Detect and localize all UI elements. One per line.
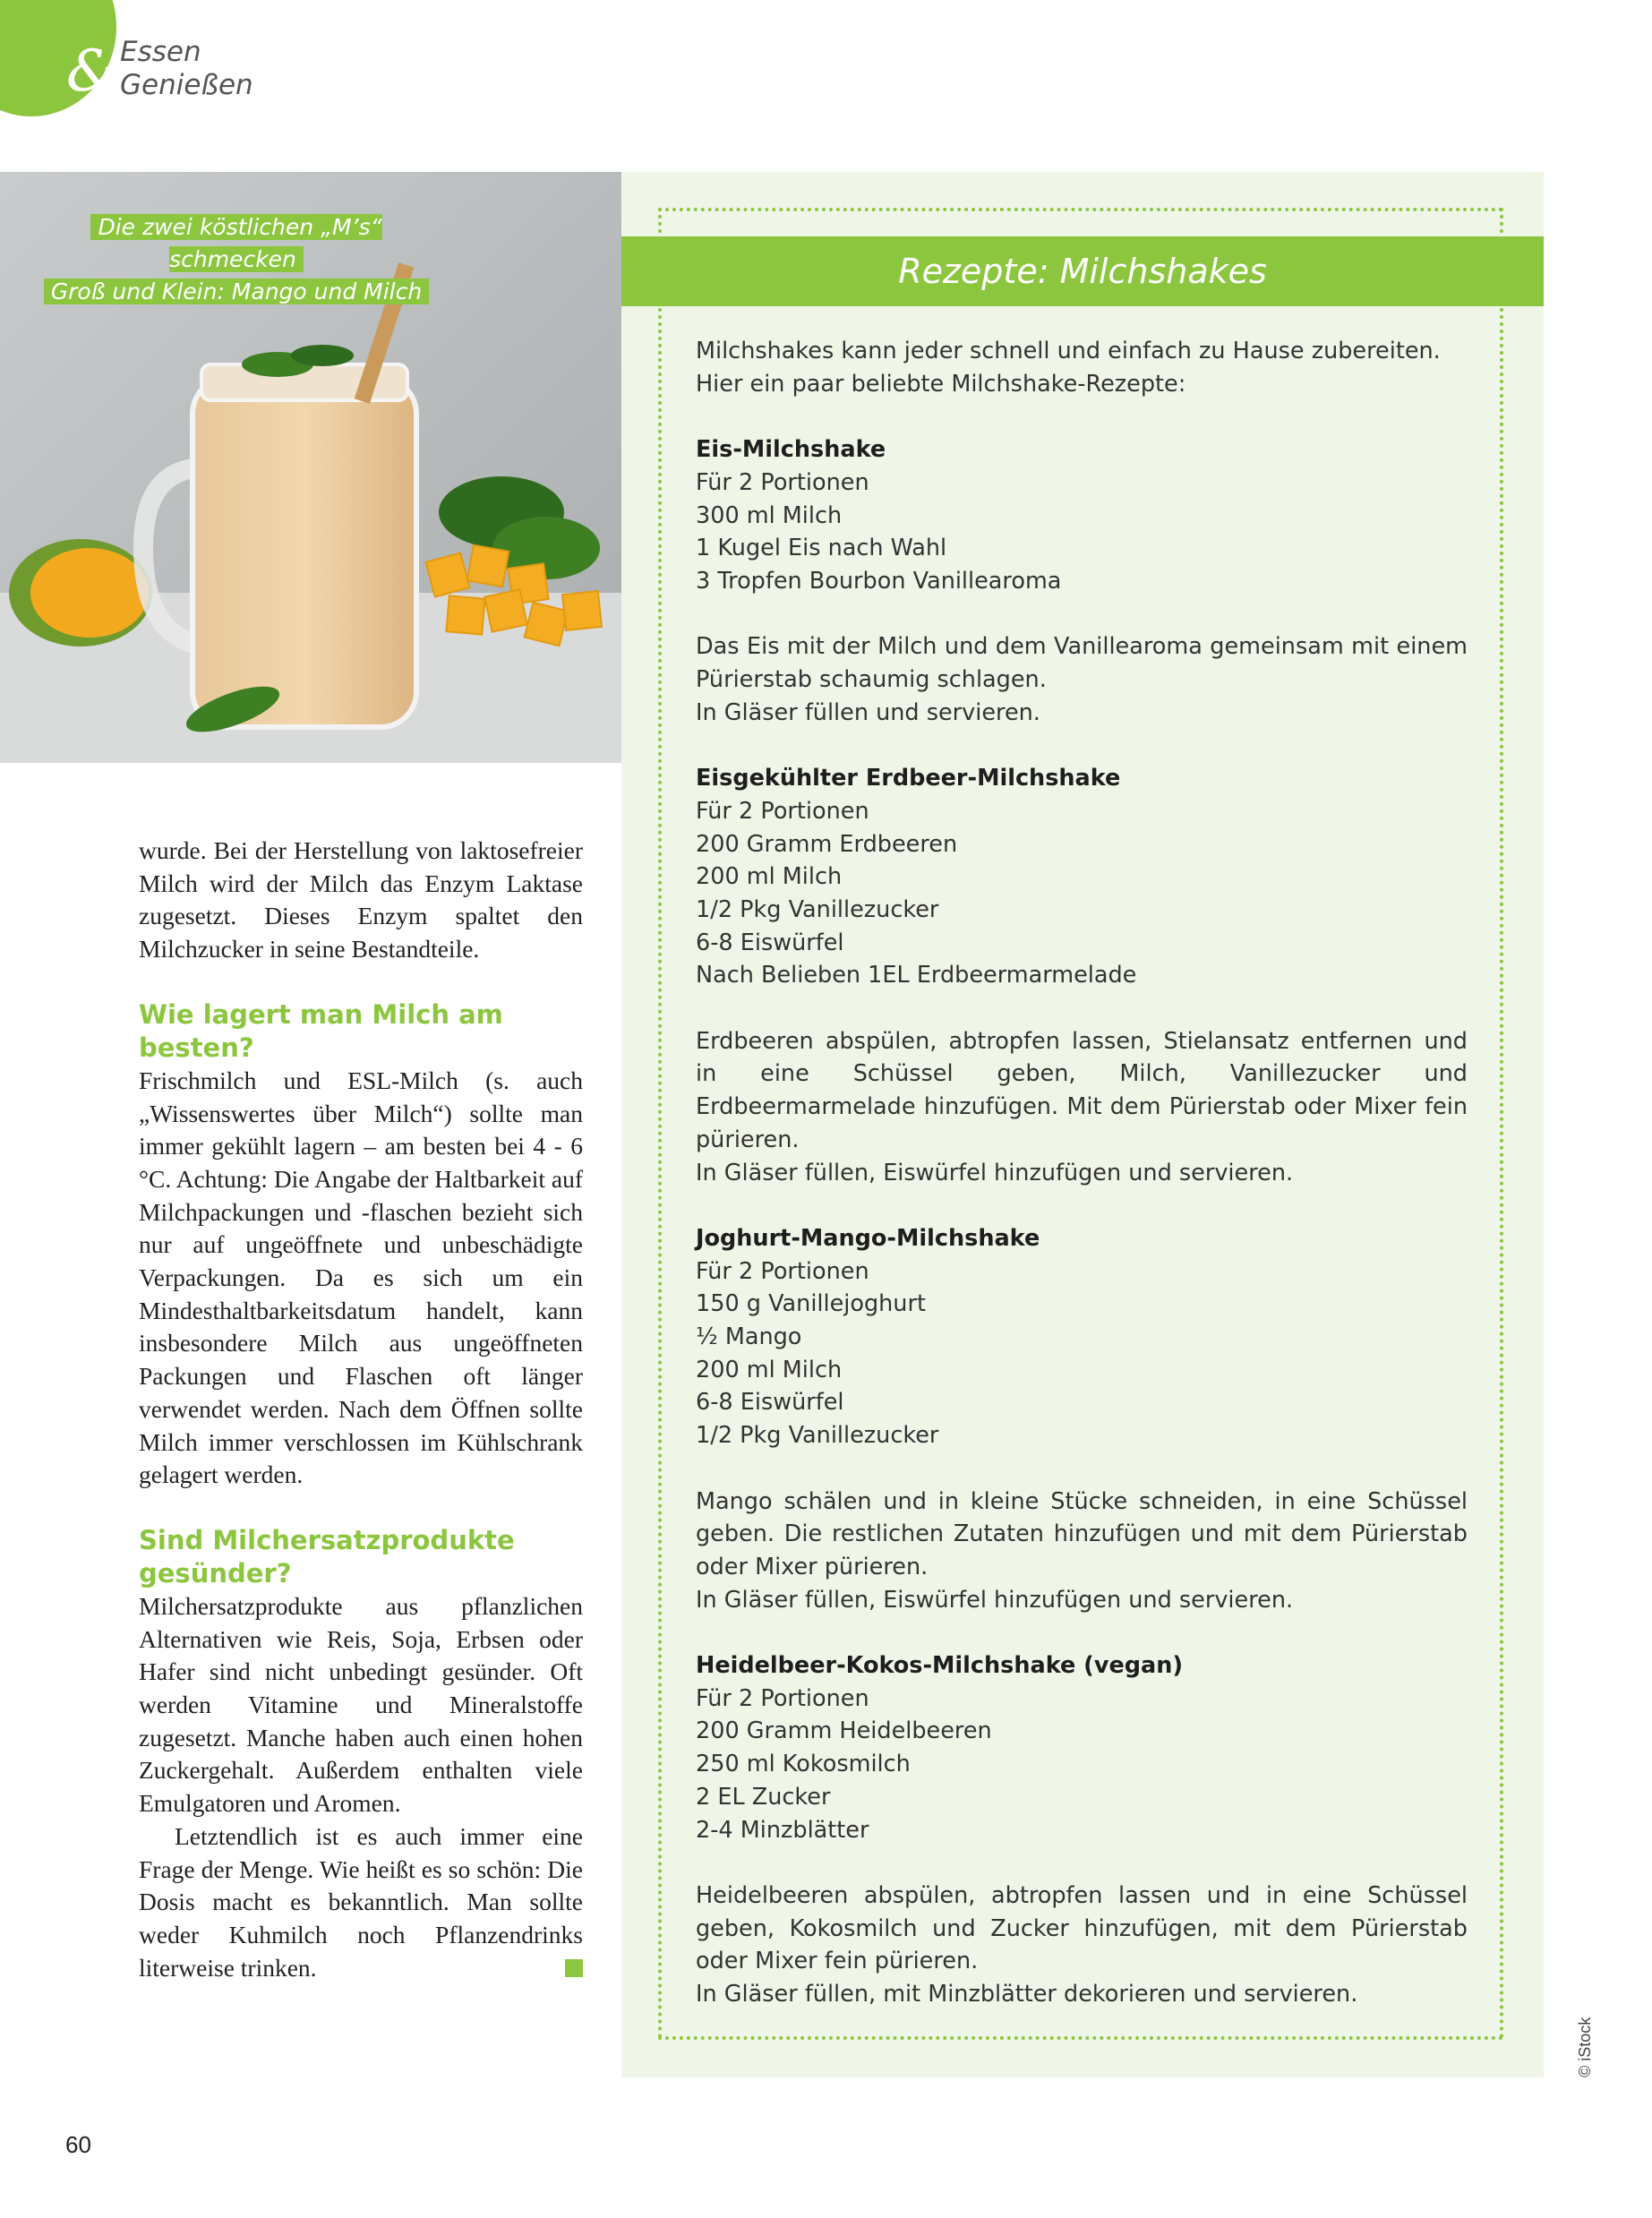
ingredient: 200 Gramm Erdbeeren [696,830,958,858]
recipe-title: Joghurt-Mango-Milchshake [696,1224,1040,1252]
substitutes-text: Milchersatzprodukte aus pflanzlichen Alternativen wie Reis, Soja, Erbsen oder Hafer sind nicht unbedingt gesünder. Oft werden Vitamine und Mineralstoffe zugesetzt. Manche haben auch einen hohen Zuckergehalt. Außerdem enthalten viele Emulgatoren und Aromen. [139,1591,583,1818]
recipe-ingredients [696,762,1468,992]
ingredient: 200 Gramm Heidelbeeren [696,1717,992,1745]
caption-line-1: Die zwei köstlichen „M’s“ schmecken [90,214,381,272]
recipe-serve: In Gläser füllen, Eiswürfel hinzufügen und servieren. [696,1586,1294,1614]
photo-credit: © iStock [1576,2017,1594,2077]
recipe-method [696,630,1468,729]
logo-line-1: Essen [120,36,201,68]
recipe-box-header: Rezepte: Milchshakes [621,236,1544,306]
ingredient: 200 ml Milch [696,1356,843,1383]
ingredient: 2 EL Zucker [696,1783,831,1811]
recipe-ingredients [696,1649,1468,1846]
ingredient: Für 2 Portionen [696,797,869,825]
recipe-method [696,1025,1468,1190]
ingredient: 6-8 Eiswürfel [696,1389,844,1417]
article-intro: wurde. Bei der Herstellung von laktosefreier Milch wird der Milch das Enzym Laktase zugesetzt. Dieses Enzym spaltet den Milchzucker in seine Bestandteile. [139,836,583,963]
article-column [139,835,583,1984]
ingredient: 250 ml Kokosmilch [696,1751,911,1778]
photo-caption [39,211,433,308]
storage-text: Frischmilch und ESL-Milch (s. auch „Wissenswertes über Milch“) sollte man immer gekühlt lagern – am besten bei 4 - 6 °C. Achtung: Die Angabe der Haltbarkeit auf Milchpackungen und -flaschen bezieht sich nur auf ungeöffnete und unbeschädigte Verpackungen. Da es sich um ein Mindesthaltbarkeitsdatum handelt, kann insbesondere Milch aus ungeöffneten Packungen und Flaschen oft länger verwendet werden. Nach dem Öffnen sollte Milch immer verschlossen im Kühlschrank gelagert werden. [139,1066,583,1489]
ingredient: Für 2 Portionen [696,1684,869,1712]
page-number: 60 [65,2131,91,2158]
ingredient: 3 Tropfen Bourbon Vanillearoma [696,567,1062,595]
ingredient: 200 ml Milch [696,863,843,891]
heading-storage: Wie lagert man Milch am besten? [139,998,503,1063]
end-mark-icon [565,1959,583,1977]
intro-line: Hier ein paar beliebte Milchshake-Rezepte: [696,370,1186,398]
caption-line-2: Groß und Klein: Mango und Milch [44,278,429,304]
ingredient: 150 g Vanillejoghurt [696,1290,926,1318]
recipe-ingredients [696,433,1468,598]
logo-ampersand: & [66,39,117,105]
recipe-instructions: Heidelbeeren abspülen, abtropfen lassen und in eine Schüssel geben, Kokosmilch und Zucker hinzufügen, mit dem Pürierstab oder Mixer fein pürieren. [696,1881,1468,1975]
recipe-serve: In Gläser füllen, mit Minzblätter dekorieren und servieren. [696,1981,1358,2008]
recipe-instructions: Mango schälen und in kleine Stücke schneiden, in eine Schüssel geben. Die restlichen Zutaten hinzufügen und mit dem Pürierstab oder Mixer pürieren. [696,1487,1468,1580]
ingredient: 300 ml Milch [696,501,843,529]
recipe-title: Eis-Milchshake [696,436,886,464]
ingredient: 1/2 Pkg Vanillezucker [696,895,939,923]
recipe-ingredients [696,1222,1468,1452]
recipe-title: Heidelbeer-Kokos-Milchshake (vegan) [696,1652,1184,1680]
intro-line: Milchshakes kann jeder schnell und einfach zu Hause zubereiten. [696,338,1441,364]
ingredient: 6-8 Eiswürfel [696,929,844,956]
recipe-serve: In Gläser füllen und servieren. [696,698,1040,726]
ingredient: Nach Belieben 1EL Erdbeermarmelade [696,962,1137,989]
section-logo [120,36,253,102]
ingredient: ½ Mango [696,1323,802,1351]
ingredient: Für 2 Portionen [696,1257,869,1285]
heading-substitutes: Sind Milchersatzprodukte gesünder? [139,1524,515,1589]
recipe-instructions: Erdbeeren abspülen, abtropfen lassen, Stielansatz entfernen und in eine Schüssel geben, Milch, Vanillezucker und Erdbeermarmelade hinzufügen. Mit dem Pürierstab oder Mixer fein pürieren. [696,1027,1468,1153]
ingredient: Für 2 Portionen [696,468,869,496]
logo-line-2: Genießen [120,69,253,101]
conclusion-text: Letztendlich ist es auch immer eine Frage der Menge. Wie heißt es so schön: Die Dosis macht es bekanntlich. Man sollte weder Kuhmilch noch Pflanzendrinks literweise trinken. [139,1821,583,1982]
ingredient: 2-4 Minzblätter [696,1816,869,1844]
ingredient: 1/2 Pkg Vanillezucker [696,1422,939,1450]
recipe-intro [696,335,1468,400]
recipe-instructions: Das Eis mit der Milch und dem Vanillearoma gemeinsam mit einem Pürierstab schaumig schlagen. [696,633,1468,693]
recipe-method [696,1880,1468,2011]
recipe-list [696,335,1468,2043]
recipe-method [696,1486,1468,1617]
recipe-serve: In Gläser füllen, Eiswürfel hinzufügen und servieren. [696,1159,1294,1186]
recipe-title: Eisgekühlter Erdbeer-Milchshake [696,765,1121,792]
ingredient: 1 Kugel Eis nach Wahl [696,535,947,562]
